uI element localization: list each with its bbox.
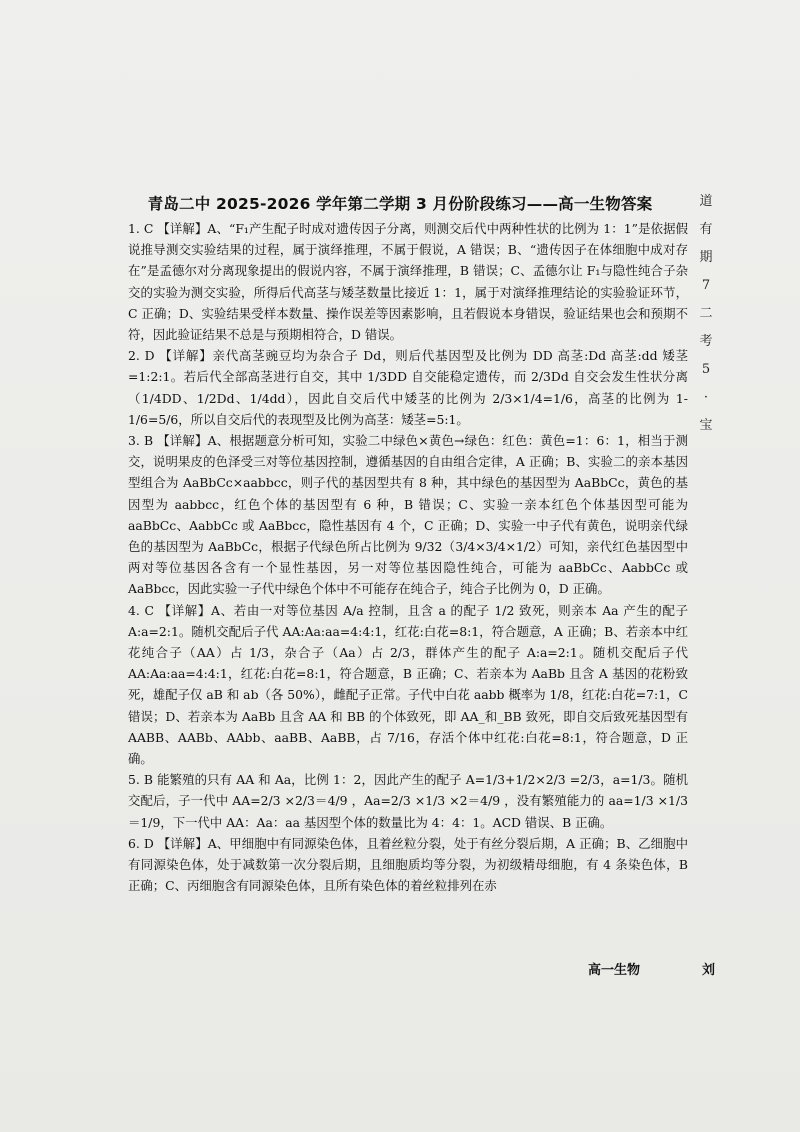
answer-paragraph-6: 6. D 【详解】A、甲细胞中有同源染色体，且着丝粒分裂，处于有丝分裂后期，A 正确；B、乙细胞中有同源染色体，处于减数第一次分裂后期，且细胞质均等分裂，为初级精母细胞，有 4 条染色体，B 正确；C、丙细胞含有同源染色体，且所有染色体的着丝粒排列在赤: [128, 835, 688, 894]
page-footer: 高一生物: [588, 963, 641, 978]
document-title: 青岛二中 2025-2026 学年第二学期 3 月份阶段练习——高一生物答案: [147, 195, 653, 213]
margin-char: 道: [699, 194, 713, 209]
margin-char: 考: [699, 334, 713, 349]
margin-char: 有: [699, 222, 713, 237]
margin-char: 7: [701, 278, 711, 293]
answer-paragraph-4: 4. C 【详解】A、若由一对等位基因 A/a 控制，且含 a 的配子 1/2 致死，则亲本 Aa 产生的配子 A:a=2:1。随机交配后子代 AA:Aa:aa=4:4:1，红花:白花=8:1，符合题意，A 正确；B、若亲本中红花纯合子（AA）占 1/3，杂合子（Aa）占 2/3，群体产生的配子 A:a=2:1。随机交配后子代 AA:Aa:aa=4:4:1，红花:白花=8:1，符合题意，B 正确；C、若亲本为 AaBb 且含 A 基因的花粉致死，雄配子仅 aB 和 ab（各 50%），雌配子正常。子代中白花 aabb 概率为 1/8，红花:白花=7:1，C 错误；D、若亲本为 AaBb 且含 AA 和 BB 的个体致死，即 AA_和_BB 致死，即自交后致死基因型有 AABB、AABb、AAbb、aaBB、AaBB，占 7/16，存活个体中红花:白花=8:1，符合题意，D 正确。: [128, 602, 688, 767]
margin-char: 5: [701, 362, 711, 377]
answer-paragraph-1: 1. C 【详解】A、“F₁产生配子时成对遗传因子分离，则测交后代中两种性状的比例为 1：1”是依据假说推导测交实验结果的过程，属于演绎推理，不属于假说，A 错误；B、“遗传因子在体细胞中成对存在”是孟德尔对分离现象提出的假说内容，不属于演绎推理，B 错误；C、孟德尔让 F₁与隐性纯合子杂交的实验为测交实验，所得后代高茎与矮茎数量比接近 1：1，属于对演绎推理结论的实验验证环节，C 正确；D、实验结果受样本数量、操作误差等因素影响，且若假说本身错误，验证结果也会和预期不符，因此验证结果不总是与预期相符合，D 错误。: [128, 221, 688, 343]
margin-char: 期: [699, 250, 713, 265]
margin-char: 宝: [699, 418, 713, 433]
answer-paragraph-3: 3. B 【详解】A、根据题意分析可知，实验二中绿色×黄色→绿色：红色：黄色=1：6：1，相当于测交，说明果皮的色泽受三对等位基因控制，遵循基因的自由组合定律，A 正确；B、实验二的亲本基因型组合为 AaBbCc×aabbcc，则子代的基因型共有 8 种，其中绿色的基因型为 AaBbCc，黄色的基因型为 aabbcc，红色个体的基因型有 6 种，B 错误；C、实验一亲本红色个体基因型可能为 aaBbCc、AabbCc 或 AaBbcc，隐性基因有 4 个，C 正确；D、实验一中子代有黄色，说明亲代绿色的基因型为 AaBbCc，根据子代绿色所占比例为 9/32（3/4×3/4×1/2）可知，亲代红色基因型中两对等位基因各含有一个显性基因，另一对等位基因隐性纯合，可能为 aaBbCc、AabbCc 或 AaBbcc，因此实验一子代中绿色个体中不可能存在纯合子，纯合子比例为 0，D 正确。: [128, 433, 688, 597]
answer-paragraph-2: 2. D 【详解】亲代高茎豌豆均为杂合子 Dd，则后代基因型及比例为 DD 高茎:Dd 高茎:dd 矮茎=1:2:1。若后代全部高茎进行自交，其中 1/3DD 自交能稳定遗传，而 2/3Dd 自交会发生性状分离（1/4DD、1/2Dd、1/4dd），因此自交后代中矮茎的比例为 2/3×1/4=1/6，高茎的比例为 1-1/6=5/6，所以自交后代的表现型及比例为高茎：矮茎=5:1。: [128, 348, 688, 427]
answer-paragraph-5: 5. B 能繁殖的只有 AA 和 Aa，比例 1：2，因此产生的配子 A=1/3+1/2×2/3 =2/3，a=1/3。随机交配后，子一代中 AA=2/3 ×2/3＝4/9 ，Aa=2/3 ×1/3 ×2＝4/9 ，没有繁殖能力的 aa=1/3 ×1/3＝1/9，下一代中 AA：Aa：aa 基因型个体的数量比为 4：4：1。ACD 错误、B 正确。: [128, 772, 688, 830]
answer-body: [128, 218, 688, 897]
margin-vertical-text: [694, 188, 718, 440]
margin-char: 二: [699, 306, 713, 321]
margin-char: ·: [703, 390, 709, 405]
footer-mark: 刘: [702, 963, 716, 978]
